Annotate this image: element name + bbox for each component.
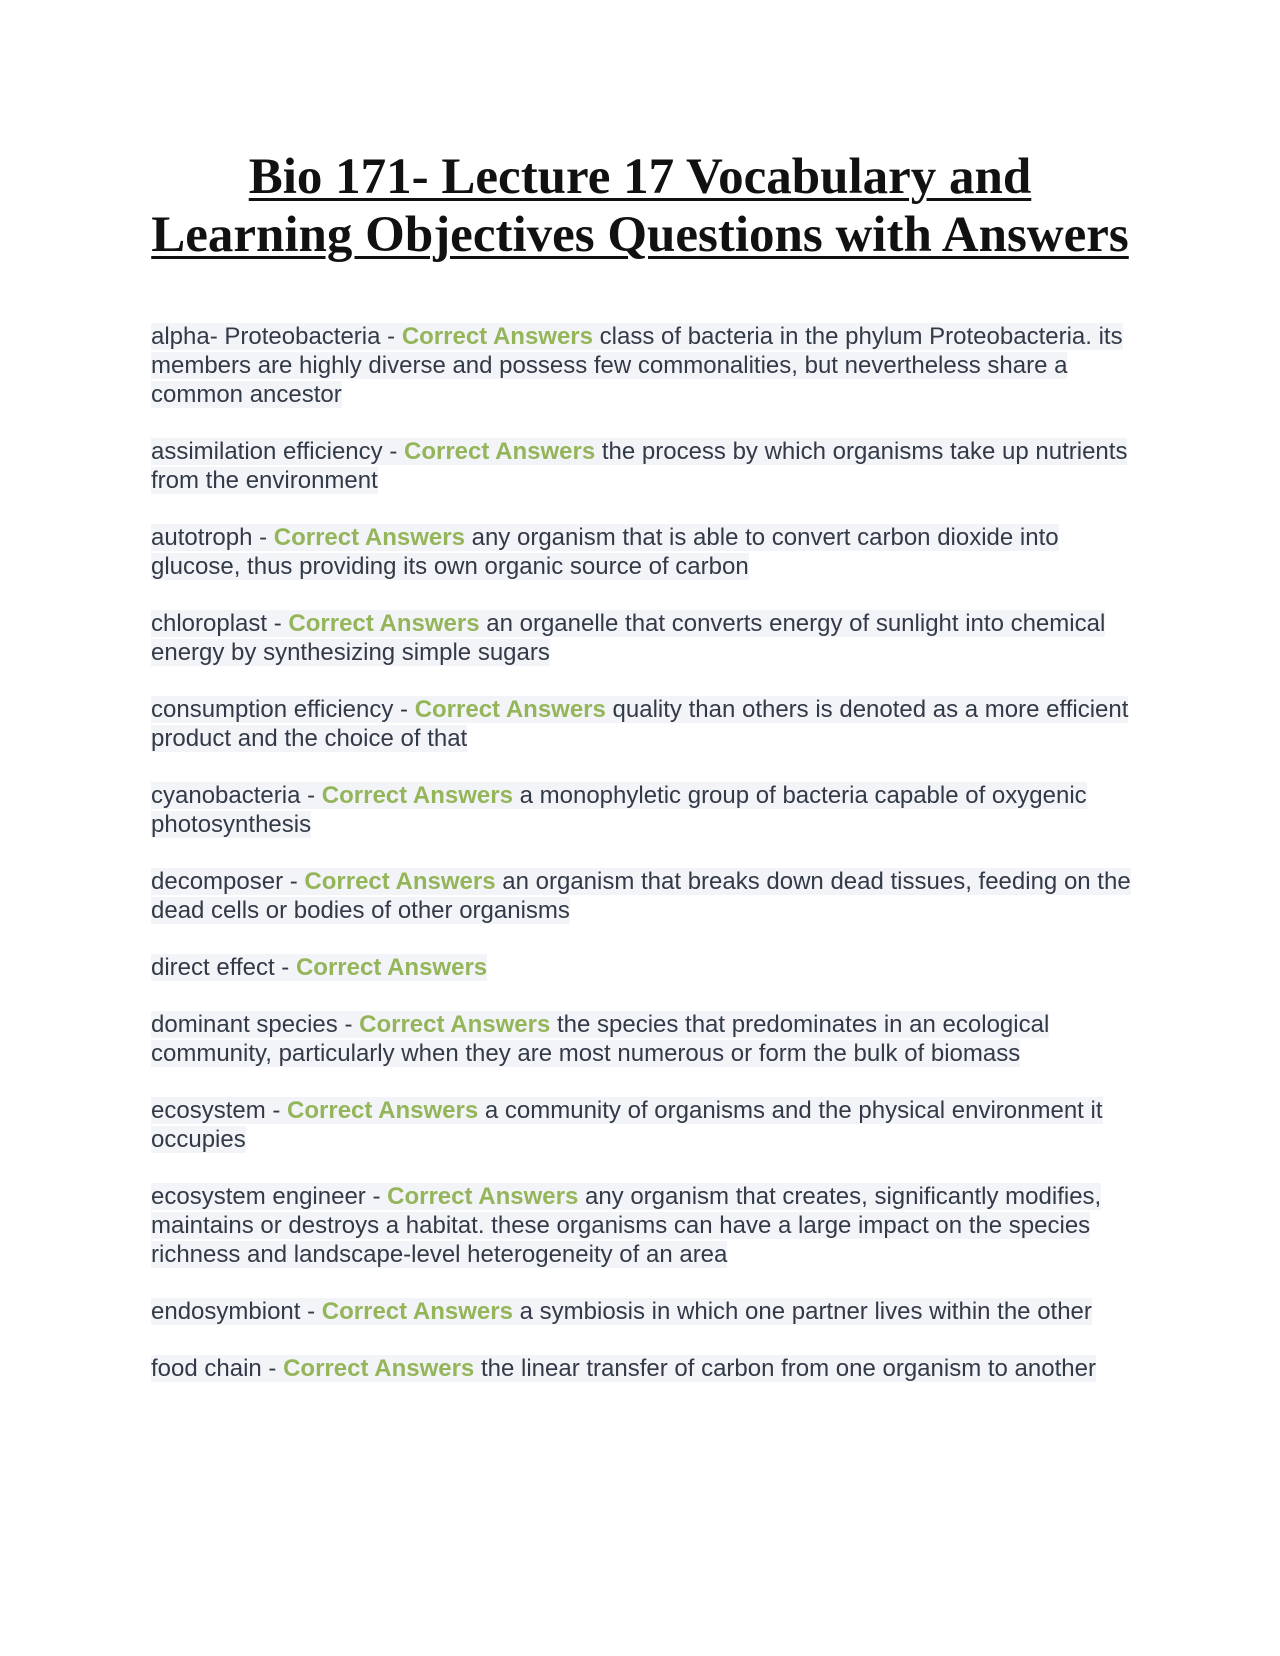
- vocabulary-entry: [151, 867, 1136, 925]
- entry-definition: a community of organisms and the physical environment it occupies: [151, 1097, 1103, 1153]
- entry-term: consumption efficiency: [151, 696, 394, 723]
- answer-label: Correct Answers: [403, 438, 596, 465]
- answer-label: Correct Answers: [287, 1097, 479, 1124]
- entry-definition: an organelle that converts energy of sunlight into chemical energy by synthesizing simple sugars: [151, 610, 1106, 666]
- entry-highlight: ecosystem - Correct Answers a community of organisms and the physical environment it occupies: [151, 1097, 1103, 1153]
- vocabulary-entry: [151, 1182, 1136, 1269]
- answer-label: Correct Answers: [359, 1011, 551, 1038]
- answer-label: Correct Answers: [288, 610, 480, 637]
- vocabulary-entry: [151, 1010, 1136, 1068]
- entry-term: cyanobacteria: [151, 782, 301, 809]
- entry-highlight: consumption efficiency - Correct Answers quality than others is denoted as a more efficient product and the choice of that: [151, 696, 1129, 752]
- entry-definition: any organism that is able to convert carbon dioxide into glucose, thus providing its own organic source of carbon: [151, 524, 1059, 580]
- entry-highlight: assimilation efficiency - Correct Answers the process by which organisms take up nutrients from the environment: [151, 438, 1128, 494]
- entry-term: direct effect: [151, 954, 275, 981]
- entry-term: endosymbiont: [151, 1298, 301, 1325]
- document-title: Bio 171- Lecture 17 Vocabulary and Learning Objectives Questions with Answers: [151, 149, 1129, 263]
- entry-definition: an organism that breaks down dead tissues, feeding on the dead cells or bodies of other organisms: [151, 868, 1131, 924]
- answer-label: Correct Answers: [283, 1355, 475, 1382]
- entry-highlight: food chain - Correct Answers the linear transfer of carbon from one organism to another: [151, 1355, 1096, 1382]
- entry-term: dominant species: [151, 1011, 338, 1038]
- entry-term: ecosystem engineer: [151, 1183, 366, 1210]
- answer-label: Correct Answers: [321, 782, 513, 809]
- entry-highlight: cyanobacteria - Correct Answers a monophyletic group of bacteria capable of oxygenic photosynthesis: [151, 782, 1087, 838]
- vocabulary-entry: [151, 437, 1136, 495]
- entry-term: chloroplast: [151, 610, 268, 637]
- entry-definition: a monophyletic group of bacteria capable of oxygenic photosynthesis: [151, 782, 1087, 838]
- entry-highlight: endosymbiont - Correct Answers a symbiosis in which one partner lives within the other: [151, 1298, 1092, 1325]
- entry-definition: the process by which organisms take up nutrients from the environment: [151, 438, 1128, 494]
- answer-label: Correct Answers: [321, 1298, 513, 1325]
- entry-definition: the linear transfer of carbon from one organism to another: [480, 1355, 1096, 1382]
- vocabulary-list: [151, 322, 1136, 1411]
- entry-term: assimilation efficiency: [151, 438, 383, 465]
- entry-definition: a symbiosis in which one partner lives within the other: [519, 1298, 1092, 1325]
- entry-highlight: dominant species - Correct Answers the species that predominates in an ecological community, particularly when they are most numerous or form the bulk of biomass: [151, 1011, 1050, 1067]
- entry-highlight: decomposer - Correct Answers an organism that breaks down dead tissues, feeding on the dead cells or bodies of other organisms: [151, 868, 1131, 924]
- vocabulary-entry: [151, 609, 1136, 667]
- entry-term: autotroph: [151, 524, 253, 551]
- vocabulary-entry: [151, 1297, 1136, 1326]
- answer-label: Correct Answers: [387, 1183, 579, 1210]
- answer-label: Correct Answers: [304, 868, 496, 895]
- entry-highlight: ecosystem engineer - Correct Answers any organism that creates, significantly modifies, maintains or destroys a habitat. these organisms can have a large impact on the species richness and landscape-level heterogeneity of an area: [151, 1183, 1102, 1268]
- answer-label: Correct Answers: [401, 323, 593, 350]
- entry-definition: class of bacteria in the phylum Proteobacteria. its members are highly diverse and possess few commonalities, but nevertheless share a common ancestor: [151, 323, 1123, 408]
- vocabulary-entry: [151, 322, 1136, 409]
- answer-label: Correct Answers: [414, 696, 606, 723]
- entry-definition: any organism that creates, significantly modifies, maintains or destroys a habitat. these organisms can have a large impact on the species richness and landscape-level heterogeneity of an area: [151, 1183, 1102, 1268]
- vocabulary-entry: [151, 953, 1136, 982]
- entry-highlight: chloroplast - Correct Answers an organelle that converts energy of sunlight into chemical energy by synthesizing simple sugars: [151, 610, 1106, 666]
- vocabulary-entry: [151, 1354, 1136, 1383]
- vocabulary-entry: [151, 523, 1136, 581]
- entry-highlight: alpha- Proteobacteria - Correct Answers class of bacteria in the phylum Proteobacteria. its members are highly diverse and possess few commonalities, but nevertheless share a common ancestor: [151, 323, 1123, 408]
- entry-definition: quality than others is denoted as a more efficient product and the choice of that: [151, 696, 1129, 752]
- entry-term: decomposer: [151, 868, 284, 895]
- entry-definition: the species that predominates in an ecological community, particularly when they are most numerous or form the bulk of biomass: [151, 1011, 1050, 1067]
- vocabulary-entry: [151, 695, 1136, 753]
- vocabulary-entry: [151, 781, 1136, 839]
- entry-highlight: direct effect - Correct Answers: [151, 954, 488, 981]
- entry-term: alpha- Proteobacteria: [151, 323, 381, 350]
- answer-label: Correct Answers: [273, 524, 465, 551]
- entry-term: food chain: [151, 1355, 262, 1382]
- vocabulary-entry: [151, 1096, 1136, 1154]
- entry-term: ecosystem: [151, 1097, 266, 1124]
- answer-label: Correct Answers: [295, 954, 488, 981]
- entry-highlight: autotroph - Correct Answers any organism that is able to convert carbon dioxide into glucose, thus providing its own organic source of carbon: [151, 524, 1059, 580]
